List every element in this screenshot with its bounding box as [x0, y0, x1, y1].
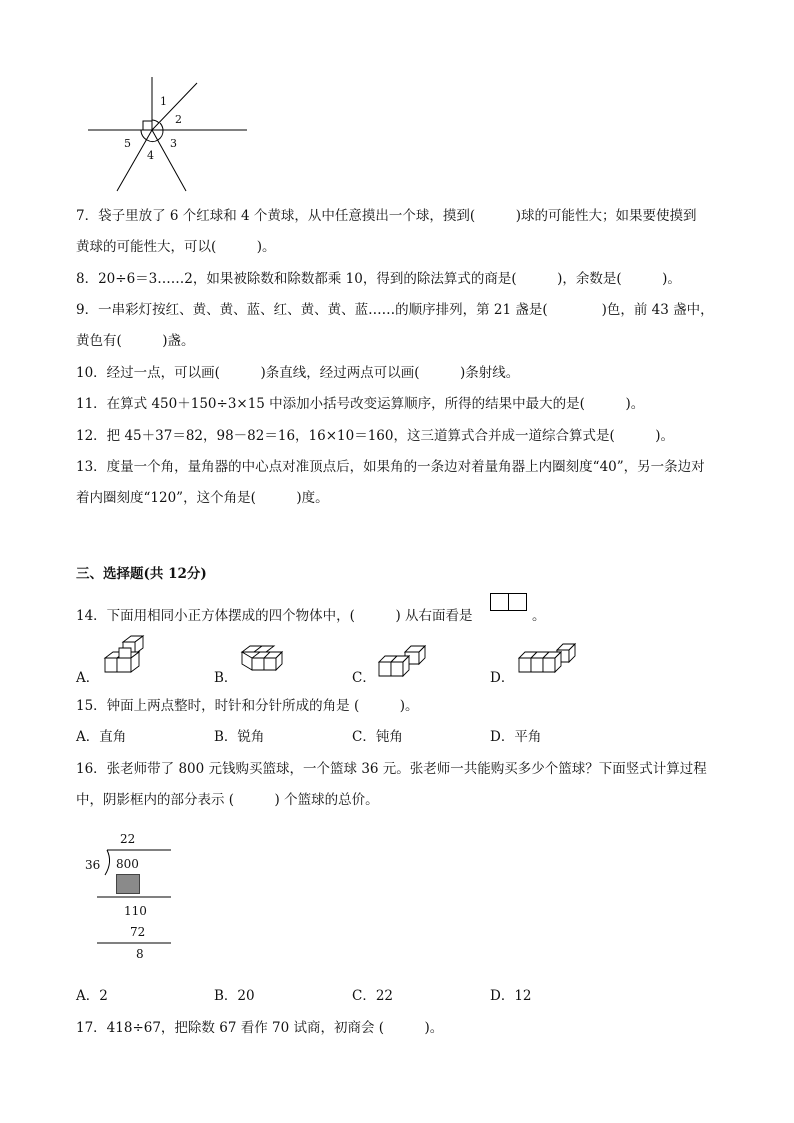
division-divisor: 36 — [85, 858, 101, 872]
q15-option-c[interactable]: C．钝角 — [352, 729, 403, 745]
question-16-line-2: 中，阴影框内的部分表示 ( ) 个篮球的总价。 — [76, 792, 379, 808]
angle-label-1: 1 — [160, 95, 167, 108]
angle-label-5: 5 — [124, 137, 131, 150]
question-9-line-2: 黄色有( )盏。 — [76, 333, 195, 349]
q14-option-d-label: D． — [490, 670, 515, 686]
question-14-period: 。 — [532, 608, 546, 624]
question-8: 8．20÷6＝3……2，如果被除数和除数都乘 10，得到的除法算式的商是( )，余数是( )。 — [76, 271, 681, 287]
division-shaded-box — [116, 874, 140, 894]
question-14-text: 14．下面用相同小正方体摆成的四个物体中，( ) 从右面看是 — [76, 608, 473, 624]
q14-option-b-cubes[interactable] — [240, 640, 290, 680]
q14-option-d-cubes[interactable] — [517, 642, 587, 678]
q14-option-a-cubes[interactable] — [103, 634, 163, 684]
right-view-icon — [490, 593, 530, 613]
question-12: 12．把 45＋37＝82，98－82＝16，16×10＝160，这三道算式合并成一道综合算式是( )。 — [76, 428, 675, 444]
question-7-line-1: 7．袋子里放了 6 个红球和 4 个黄球，从中任意摸出一个球，摸到( )球的可能性大；如果要使摸到 — [76, 208, 697, 224]
q16-option-a[interactable]: A．2 — [76, 988, 108, 1004]
question-15: 15．钟面上两点整时，时针和分针所成的角是 ( )。 — [76, 698, 419, 714]
question-13-line-1: 13．度量一个角，量角器的中心点对准顶点后，如果角的一条边对着量角器上内圈刻度“40”，另一条边对 — [76, 459, 705, 475]
q15-option-b[interactable]: B．锐角 — [214, 729, 265, 745]
q14-option-c-cubes[interactable] — [377, 642, 437, 682]
division-step-2: 72 — [130, 925, 146, 939]
q14-option-a-label: A． — [76, 670, 100, 686]
q16-option-d[interactable]: D．12 — [490, 988, 532, 1004]
section-3-title: 三、选择题(共 12分) — [76, 566, 207, 582]
question-14 — [76, 606, 473, 626]
division-dividend: 800 — [116, 857, 139, 871]
q15-option-a[interactable]: A．直角 — [76, 729, 127, 745]
q14-option-c-label: C． — [352, 670, 376, 686]
q14-option-b-label: B． — [214, 670, 238, 686]
angle-label-3: 3 — [170, 137, 177, 150]
question-7-line-2: 黄球的可能性大，可以( )。 — [76, 239, 276, 255]
question-10: 10．经过一点，可以画( )条直线，经过两点可以画( )条射线。 — [76, 365, 520, 381]
question-17: 17．418÷67，把除数 67 看作 70 试商，初商会 ( )。 — [76, 1020, 444, 1036]
angle-figure — [85, 75, 255, 195]
q16-option-b[interactable]: B．20 — [214, 988, 255, 1004]
question-9-line-1: 9．一串彩灯按红、黄、黄、蓝、红、黄、黄、蓝……的顺序排列，第 21 盏是( )色，前 43 盏中， — [76, 302, 714, 318]
question-16-line-1: 16．张老师带了 800 元钱购买篮球，一个篮球 36 元。张老师一共能购买多少个篮球？下面竖式计算过程 — [76, 761, 707, 777]
question-11: 11．在算式 450＋150÷3×15 中添加小括号改变运算顺序，所得的结果中最大的是( )。 — [76, 396, 645, 412]
division-remainder: 8 — [136, 947, 144, 961]
question-13-line-2: 着内圈刻度“120”，这个角是( )度。 — [76, 490, 329, 506]
q16-option-c[interactable]: C．22 — [352, 988, 394, 1004]
angle-label-2: 2 — [175, 113, 182, 126]
division-quotient: 22 — [120, 832, 136, 846]
division-step-1: 110 — [124, 904, 147, 918]
q15-option-d[interactable]: D．平角 — [490, 729, 542, 745]
angle-label-4: 4 — [147, 149, 154, 162]
